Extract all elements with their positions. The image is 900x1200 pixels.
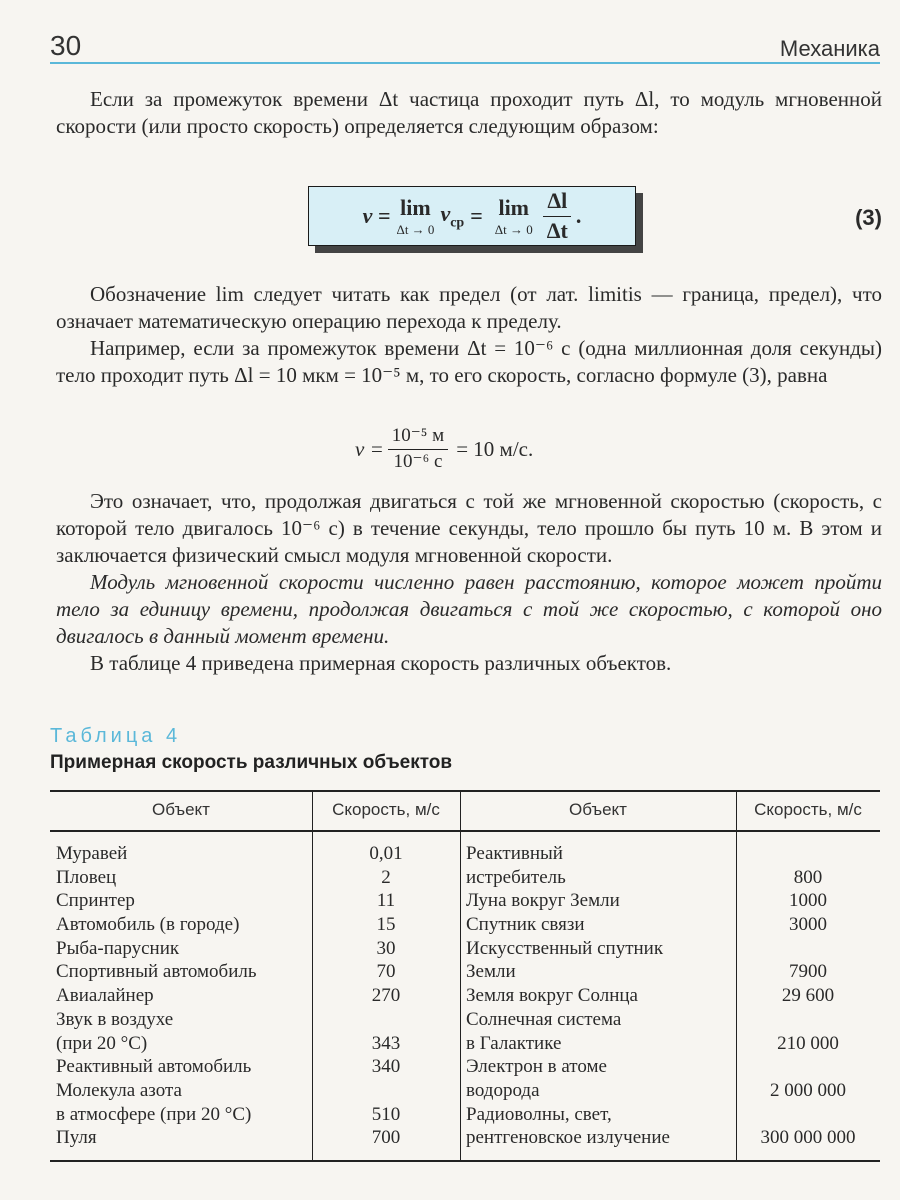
table-right-objects (466, 842, 734, 1150)
formula-3-box (308, 186, 636, 246)
table-cell-speed: 2 (381, 866, 391, 888)
table-cell-object: Автомобиль (в городе) (56, 914, 240, 936)
table-cell-object: Муравей (56, 843, 128, 864)
table-cell-object: Искусственный спутник (466, 937, 664, 959)
table-cell-speed: 70 (376, 961, 396, 983)
table-cell-object: Реактивный (466, 843, 563, 864)
table-top-rule (50, 790, 880, 792)
table-cell-speed: 300 000 000 (760, 1127, 856, 1149)
table-label: Таблица 4 (50, 725, 182, 747)
table-cell-object: (при 20 °С) (56, 1032, 148, 1054)
table-cell-object: Электрон в атоме (466, 1056, 607, 1078)
table-cell-speed: 340 (371, 1056, 401, 1078)
table-cell-object: истребитель (466, 866, 566, 888)
table-cell-speed: 0,01 (369, 843, 403, 864)
table-cell-speed: 30 (376, 937, 396, 959)
table-cell-object: Пуля (56, 1127, 97, 1149)
table-cell-speed (736, 1008, 880, 1032)
table-cell-speed: 15 (376, 914, 396, 936)
table-cell-speed: 270 (371, 985, 401, 1007)
formula-fraction: $\frac{\Delta l}{\Delta t}$ (543, 189, 572, 242)
paragraph-4: Это означает, что, продолжая двигаться с той же мгновенной скоростью (скорость, с которой тело двигалось 10⁻⁶ с) в течение секунды, тело прошло бы путь 10 м. В этом и заключается физический смысл модуля мгновенной скорости. (56, 489, 882, 567)
formula-lim-1: lim Δt → 0 (396, 194, 435, 237)
section-title: Механика (779, 36, 880, 61)
paragraph-4-block (56, 488, 882, 677)
table-divider-2 (460, 790, 461, 1162)
table-cell-speed (736, 842, 880, 866)
formula-example: v = $\frac{\text{10⁻⁵ м}}{\text{10⁻⁶ с}}$ = 10 м/с. (355, 425, 534, 472)
formula-v: v = (362, 203, 391, 228)
formula-example-fraction: $\frac{\text{10⁻⁵ м}}{\text{10⁻⁶ с}}$ (388, 426, 448, 473)
table-cell-speed: 11 (376, 890, 396, 912)
paragraph-6: В таблице 4 приведена примерная скорость различных объектов. (90, 651, 672, 675)
table-header-speed-2: Скорость, м/с (754, 800, 862, 819)
table-bottom-rule (50, 1160, 880, 1162)
page-number: 30 (50, 30, 82, 61)
paragraph-3: Например, если за промежуток времени Δt = 10⁻⁶ с (одна миллионная доля секунды) тело проходит путь Δl = 10 мкм = 10⁻⁵ м, то его скорость, согласно формуле (3), равна (56, 336, 882, 387)
table-cell-object: водорода (466, 1079, 540, 1101)
table-cell-speed: 1000 (789, 890, 827, 912)
table-right-speeds (736, 842, 880, 1150)
table-cell-object: Солнечная система (466, 1008, 622, 1030)
table-header-object-1: Объект (152, 800, 210, 819)
paragraph-2-block (56, 281, 882, 389)
table-cell-object: Радиоволны, свет, (466, 1103, 612, 1125)
speed-table (50, 790, 880, 1162)
table-cell-speed (312, 1008, 460, 1032)
header-rule (50, 62, 880, 64)
table-cell-object: Спортивный автомобиль (56, 961, 257, 983)
table-cell-speed (312, 1079, 460, 1103)
formula-dot: . (575, 203, 582, 228)
paragraph-1: Если за промежуток времени Δt частица проходит путь Δl, то модуль мгновенной скорости (или просто скорость) определяется следующим образом: (56, 87, 882, 138)
paragraph-2: Обозначение lim следует читать как предел (от лат. limitis — граница, предел), что означает математическую операцию перехода к пределу. (56, 282, 882, 333)
table-cell-object: в атмосфере (при 20 °С) (56, 1103, 252, 1125)
table-cell-speed (736, 1055, 880, 1079)
page-header (50, 26, 880, 64)
table-cell-object: Авиалайнер (56, 985, 154, 1007)
table-cell-speed: 2 000 000 (770, 1079, 846, 1101)
table-cell-speed: 510 (371, 1103, 401, 1125)
table-cell-speed: 210 000 (777, 1032, 839, 1054)
table-left-speeds (312, 842, 460, 1150)
table-cell-object: Луна вокруг Земли (466, 890, 620, 912)
table-left-objects (56, 842, 310, 1150)
table-cell-speed: 700 (371, 1127, 401, 1149)
table-cell-object: Звук в воздухе (56, 1008, 174, 1030)
paragraph-1-block (56, 86, 882, 140)
table-title: Примерная скорость различных объектов (50, 752, 453, 773)
table-cell-speed: 7900 (789, 961, 827, 983)
table-cell-object: Рыба-парусник (56, 937, 180, 959)
table-cell-speed (736, 937, 880, 961)
table-header-speed-1: Скорость, м/с (332, 800, 440, 819)
table-header-object-2: Объект (569, 800, 627, 819)
table-cell-speed (736, 1103, 880, 1127)
table-cell-object: Молекула азота (56, 1079, 182, 1101)
table-cell-object: Реактивный автомобиль (56, 1056, 252, 1078)
table-header-rule (50, 830, 880, 832)
table-cell-object: Земля вокруг Солнца (466, 985, 638, 1007)
paragraph-definition: Модуль мгновенной скорости численно равен расстоянию, которое может пройти тело за единицу времени, продолжая двигаться с той же скоростью, с которой оно двигалось в данный момент времени. (56, 570, 882, 648)
table-cell-object: в Галактике (466, 1032, 562, 1054)
table-cell-object: Земли (466, 961, 516, 983)
table-cell-object: Пловец (56, 866, 117, 888)
formula-eq: = (470, 203, 483, 228)
table-cell-speed: 800 (793, 866, 823, 888)
table-cell-speed: 343 (371, 1032, 401, 1054)
table-cell-object: Спутник связи (466, 914, 585, 936)
table-cell-speed: 29 600 (781, 985, 835, 1007)
table-cell-speed: 3000 (789, 914, 827, 936)
formula-vcp: $v_{ср}$ (440, 200, 465, 231)
formula-lim-2: lim Δt → 0 (494, 194, 533, 237)
table-cell-object: рентгеновское излучение (466, 1127, 670, 1149)
equation-number: (3) (855, 205, 882, 230)
table-cell-object: Спринтер (56, 890, 135, 912)
